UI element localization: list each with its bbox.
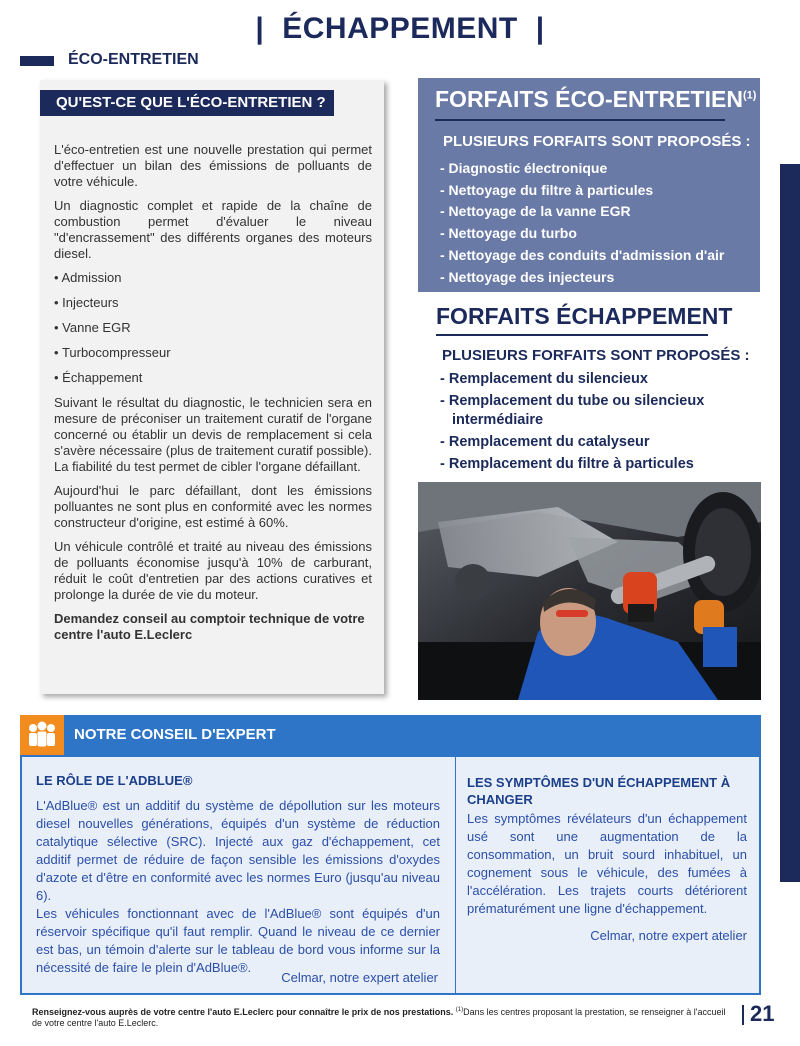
call-to-action: Demandez conseil au comptoir technique de votre centre l'auto E.Leclerc <box>54 611 365 642</box>
page-title <box>0 12 800 46</box>
footer-note <box>32 1005 732 1029</box>
eco-forfaits-title: FORFAITS ÉCO-ENTRETIEN$^{(1)}$ <box>435 86 757 112</box>
list-item: - Nettoyage du turbo <box>440 225 577 242</box>
echappement-forfaits-list <box>440 370 750 477</box>
eco-forfaits-subtitle: PLUSIEURS FORFAITS SONT PROPOSÉS : <box>443 133 751 150</box>
echappement-forfaits-title: FORFAITS ÉCHAPPEMENT <box>436 303 733 329</box>
people-icon <box>20 715 64 755</box>
page-title-text: ÉCHAPPEMENT <box>282 12 518 45</box>
info-panel-text <box>54 142 372 651</box>
side-tab <box>780 164 800 882</box>
symptoms-text: Les symptômes révélateurs d'un échappement usé sont une augmentation de la consommation, un bruit sourd inhabituel, un cognement sous le véhicule, des fumées à l'accélération. Les trajets courts détériorent prématurément une ligne d'échappement. <box>467 811 747 916</box>
list-item: • Admission <box>54 270 372 286</box>
list-item: - Remplacement du filtre à particules <box>440 456 694 472</box>
footnote-mark: (1) <box>742 89 757 102</box>
footer-bold-text: Renseignez-vous auprès de votre centre l'auto E.Leclerc pour connaître le prix de nos prestations. <box>32 1007 454 1017</box>
mechanic-photo <box>418 482 761 700</box>
section-label: ÉCO-ENTRETIEN <box>68 51 199 68</box>
list-item: • Turbocompresseur <box>54 345 372 361</box>
info-panel-heading: QU'EST-CE QUE L'ÉCO-ENTRETIEN ? <box>40 90 334 116</box>
page-number: 21 <box>750 1001 775 1026</box>
divider <box>435 119 725 121</box>
footnote-mark: (1) <box>455 1007 464 1013</box>
list-item: • Vanne EGR <box>54 320 372 336</box>
expert-title: NOTRE CONSEIL D'EXPERT <box>74 726 276 743</box>
people-icon-glyph <box>20 715 64 755</box>
adblue-signature: Celmar, notre expert atelier <box>281 970 438 985</box>
symptoms-signature: Celmar, notre expert atelier <box>590 928 747 943</box>
paragraph: Suivant le résultat du diagnostic, le technicien sera en mesure de préconiser un traitement curatif de l'organe concerné ou établir un devis de remplacement si cela s'avère nécessaire (plus de traitement curatif possible). La fiabilité du test permet de cibler l'organe défaillant. <box>54 395 372 474</box>
mechanic-illustration <box>418 482 761 700</box>
footnote-text: Dans les centres proposant la prestation, se renseigner à l'accueil de votre centre l'auto E.Leclerc. <box>32 1007 726 1028</box>
page-number-divider <box>742 1005 744 1025</box>
adblue-title: LE RÔLE DE L'ADBLUE® <box>36 773 193 788</box>
eco-forfaits-list <box>440 158 724 288</box>
list-item: • Échappement <box>54 370 372 386</box>
paragraph: Les véhicules fonctionnant avec de l'AdBlue® sont équipés d'un réservoir spécifique qu'il faut remplir. Quand le niveau de ce dernier est bas, un témoin d'alerte sur le tableau de bord vous informe sur la nécessité de faire le plein d'AdBlue®. <box>36 906 440 975</box>
list-item: - Nettoyage des injecteurs <box>440 268 615 285</box>
list-item: - Nettoyage des conduits d'admission d'air <box>440 246 725 263</box>
list-item: - Remplacement du catalyseur <box>440 434 650 450</box>
paragraph: L'AdBlue® est un additif du système de dépollution sur les moteurs diesel nouvelles générations, équipés d'un système de réduction catalytique sélective (SRC). Injecté aux gaz d'échappement, cet additif permet de réduire de façon sensible les émissions d'oxydes d'azote et d'être en conformité avec les normes Euro (jusqu'au niveau 6). <box>36 798 440 903</box>
list-item: - Remplacement du tube ou silencieux intermédiaire <box>440 393 705 428</box>
list-item: - Diagnostic électronique <box>440 160 608 176</box>
organ-list <box>54 270 372 386</box>
title-divider-right: | <box>535 12 545 45</box>
paragraph: Aujourd'hui le parc défaillant, dont les émissions polluantes ne sont plus en conformité avec les normes constructeur d'origine, est estimé à 60%. <box>54 483 372 530</box>
symptoms-title: LES SYMPTÔMES D'UN ÉCHAPPEMENT À CHANGER <box>467 775 731 807</box>
divider <box>436 334 708 336</box>
list-item: - Nettoyage du filtre à particules <box>440 181 654 198</box>
adblue-text <box>36 797 440 977</box>
paragraph: Un diagnostic complet et rapide de la chaîne de combustion permet d'évaluer le niveau "d'encrassement" des différents organes des moteurs diesel. <box>54 198 372 261</box>
list-item: - Remplacement du silencieux <box>440 371 648 387</box>
echappement-forfaits-subtitle: PLUSIEURS FORFAITS SONT PROPOSÉS : <box>442 347 750 364</box>
list-item: - Nettoyage de la vanne EGR <box>440 203 631 220</box>
paragraph: Un véhicule contrôlé et traité au niveau des émissions de polluants économise jusqu'à 10% de carburant, réduit le coût d'entretien par des actions curatives et prolonge la durée de vie du moteur. <box>54 539 372 602</box>
paragraph: L'éco-entretien est une nouvelle prestation qui permet d'effectuer un bilan des émissions de polluants de votre véhicule. <box>54 142 372 189</box>
section-marker <box>20 56 54 66</box>
divider <box>455 757 456 993</box>
list-item: • Injecteurs <box>54 295 372 311</box>
title-divider-left: | <box>255 12 265 45</box>
